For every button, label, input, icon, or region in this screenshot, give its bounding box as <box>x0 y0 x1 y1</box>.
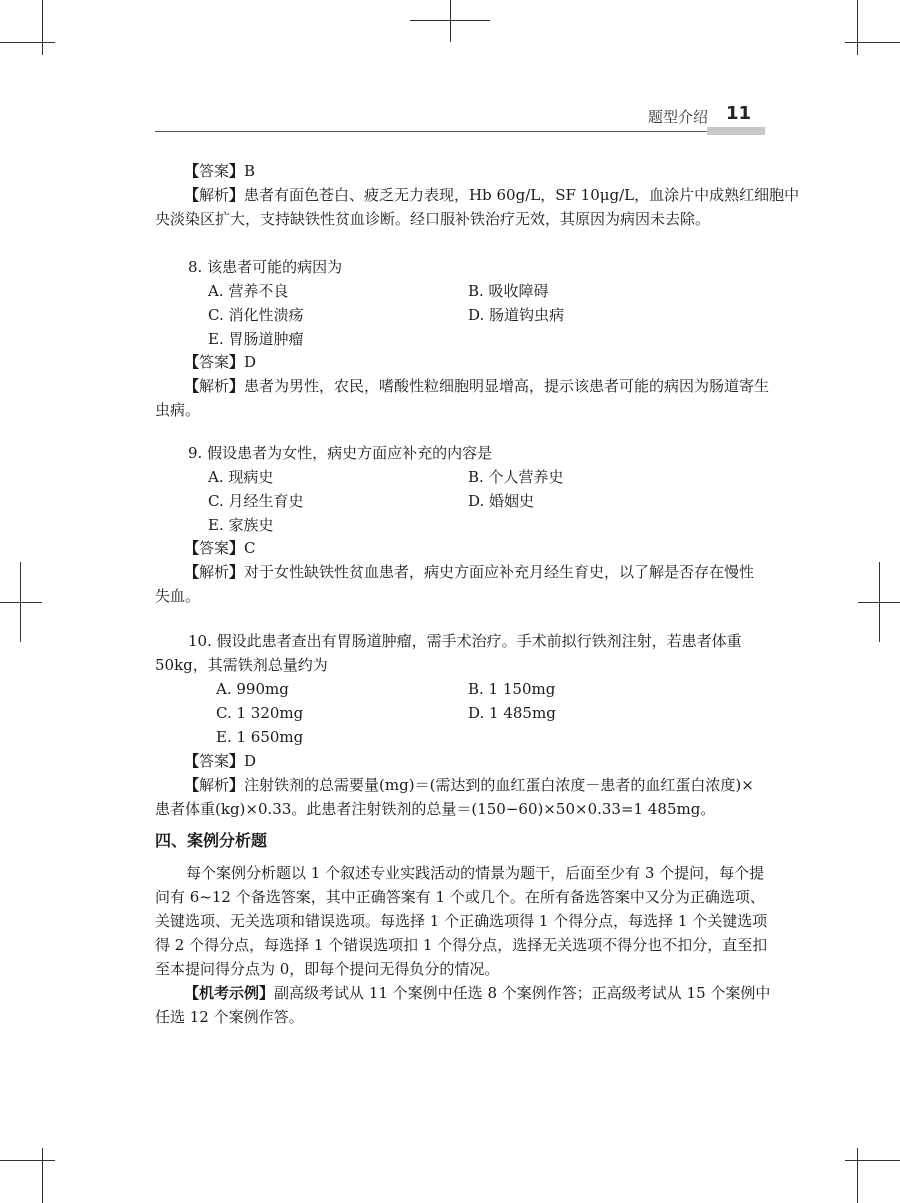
example-label: 机考示例 <box>199 984 260 1002</box>
option-c: C. 月经生育史 <box>208 492 304 510</box>
question-stem: 10. 假设此患者查出有胃肠道肿瘤，需手术治疗。手术前拟行铁剂注射，若患者体重 <box>188 632 742 650</box>
question-stem: 9. 假设患者为女性，病史方面应补充的内容是 <box>188 444 493 462</box>
paragraph-line: 至本提问得分点为 0，即每个提问无得负分的情况。 <box>155 960 500 978</box>
crop-mark <box>20 562 21 642</box>
answer-value: B <box>244 162 256 180</box>
header-rule <box>155 131 707 132</box>
crop-mark <box>857 0 858 55</box>
option-e: E. 胃肠道肿瘤 <box>208 330 304 348</box>
paragraph-line: 关键选项、无关选项和错误选项。每选择 1 个正确选项得 1 个得分点，每选择 1 个关键选项 <box>155 912 768 930</box>
option-b: B. 吸收障碍 <box>468 282 549 300</box>
page-number: 11 <box>726 103 752 124</box>
crop-mark <box>42 1148 43 1203</box>
analysis-continued: 失血。 <box>155 587 201 605</box>
option-a: A. 990mg <box>216 680 289 698</box>
crop-mark <box>450 0 451 42</box>
analysis-text: 患者有面色苍白、疲乏无力表现，Hb 60g/L，SF 10μg/L，血涂片中成熟红细胞中 <box>244 186 800 204</box>
analysis-text: 对于女性缺铁性贫血患者，病史方面应补充月经生育史，以了解是否存在慢性 <box>244 563 755 581</box>
answer-line: 【答案】C <box>184 539 256 557</box>
paragraph-line: 得 2 个得分点，每选择 1 个错误选项扣 1 个得分点，选择无关选项不得分也不扣分，直至扣 <box>155 936 768 954</box>
answer-line: 【答案】D <box>184 752 257 770</box>
analysis-text: 患者为男性，农民，嗜酸性粒细胞明显增高，提示该患者可能的病因为肠道寄生 <box>244 377 770 395</box>
option-c: C. 消化性溃疡 <box>208 306 304 324</box>
answer-line: 【答案】B <box>184 162 256 180</box>
header-tab <box>707 127 765 135</box>
answer-label: 答案 <box>199 353 230 371</box>
analysis-line: 【解析】患者为男性，农民，嗜酸性粒细胞明显增高，提示该患者可能的病因为肠道寄生 <box>184 377 770 395</box>
crop-mark <box>857 1148 858 1203</box>
option-a: A. 营养不良 <box>208 282 289 300</box>
analysis-line: 【解析】注射铁剂的总需要量(mg)＝(需达到的血红蛋白浓度－患者的血红蛋白浓度)× <box>184 776 754 794</box>
paragraph-line: 问有 6~12 个备选答案，其中正确答案有 1 个或几个。在所有备选答案中又分为正确选项、 <box>155 888 765 906</box>
option-b: B. 个人营养史 <box>468 468 564 486</box>
answer-label: 答案 <box>199 752 230 770</box>
answer-value: D <box>244 752 257 770</box>
crop-mark <box>0 42 55 43</box>
answer-line: 【答案】D <box>184 353 257 371</box>
example-line: 【机考示例】副高级考试从 11 个案例中任选 8 个案例作答；正高级考试从 15 个案例中 <box>184 984 771 1002</box>
option-d: D. 婚姻史 <box>468 492 535 510</box>
analysis-label: 解析 <box>199 776 230 794</box>
option-d: D. 1 485mg <box>468 704 556 722</box>
crop-mark <box>0 1160 55 1161</box>
question-stem-continued: 50kg，其需铁剂总量约为 <box>155 656 328 674</box>
answer-label: 答案 <box>199 539 230 557</box>
analysis-label: 解析 <box>199 186 230 204</box>
answer-value: C <box>244 539 256 557</box>
crop-mark <box>0 602 42 603</box>
option-e: E. 1 650mg <box>216 728 304 746</box>
option-a: A. 现病史 <box>208 468 274 486</box>
analysis-continued: 虫病。 <box>155 401 201 419</box>
analysis-continued: 央淡染区扩大，支持缺铁性贫血诊断。经口服补铁治疗无效，其原因为病因未去除。 <box>155 210 711 228</box>
example-continued: 任选 12 个案例作答。 <box>155 1008 304 1026</box>
analysis-line: 【解析】对于女性缺铁性贫血患者，病史方面应补充月经生育史，以了解是否存在慢性 <box>184 563 755 581</box>
paragraph-line: 每个案例分析题以 1 个叙述专业实践活动的情景为题干，后面至少有 3 个提问，每个提 <box>186 864 765 882</box>
option-b: B. 1 150mg <box>468 680 556 698</box>
analysis-label: 解析 <box>199 563 230 581</box>
option-d: D. 肠道钩虫病 <box>468 306 565 324</box>
example-text: 副高级考试从 11 个案例中任选 8 个案例作答；正高级考试从 15 个案例中 <box>274 984 771 1002</box>
crop-mark <box>42 0 43 55</box>
analysis-label: 解析 <box>199 377 230 395</box>
running-header-title: 题型介绍 <box>648 108 709 126</box>
analysis-continued: 患者体重(kg)×0.33。此患者注射铁剂的总量＝(150−60)×50×0.33=1 485mg。 <box>155 800 716 818</box>
analysis-line: 【解析】患者有面色苍白、疲乏无力表现，Hb 60g/L，SF 10μg/L，血涂片中成熟红细胞中 <box>184 186 800 204</box>
answer-label: 答案 <box>199 162 230 180</box>
option-e: E. 家族史 <box>208 516 274 534</box>
answer-value: D <box>244 353 257 371</box>
option-c: C. 1 320mg <box>216 704 304 722</box>
question-stem: 8. 该患者可能的病因为 <box>188 258 343 276</box>
section-heading: 四、案例分析题 <box>155 831 268 850</box>
crop-mark <box>845 1160 900 1161</box>
crop-mark <box>879 562 880 642</box>
crop-mark <box>845 42 900 43</box>
analysis-text: 注射铁剂的总需要量(mg)＝(需达到的血红蛋白浓度－患者的血红蛋白浓度)× <box>244 776 754 794</box>
